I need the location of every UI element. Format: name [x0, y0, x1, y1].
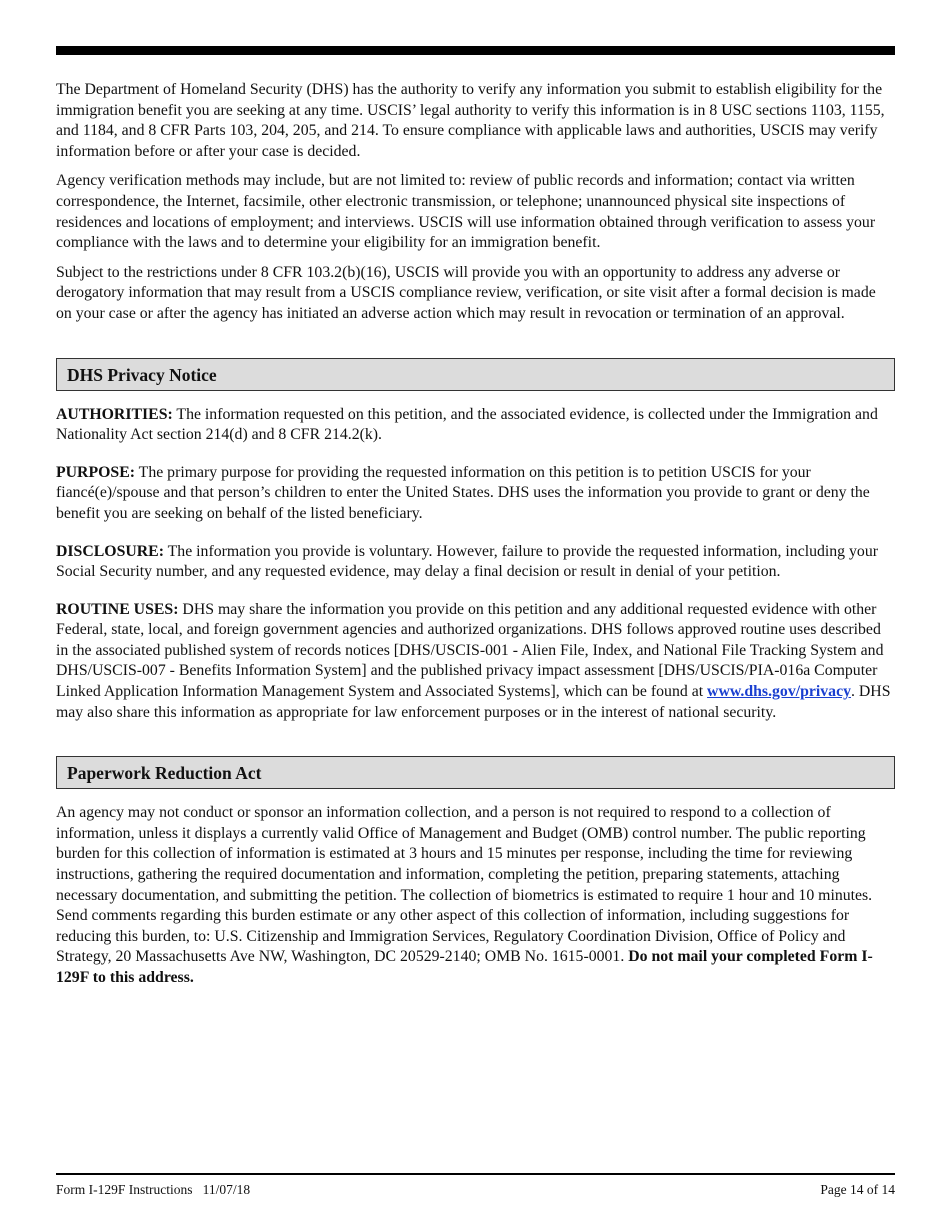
purpose-paragraph	[56, 463, 895, 525]
disclosure-label: DISCLOSURE:	[56, 542, 164, 560]
content	[56, 80, 895, 989]
footer-form-id: Form I-129F Instructions 11/07/18	[56, 1182, 251, 1197]
purpose-label: PURPOSE:	[56, 463, 135, 481]
paperwork-text: An agency may not conduct or sponsor an information collection, and a person is not required to respond to a collection of information, unless it displays a currently valid Office of Management and Budget (OMB) control number. The public reporting burden for this collection of information is estimated at 3 hours and 15 minutes per response, including the time for reviewing instructions, gathering the required documentation and information, completing the petition, preparing statements, attaching necessary documentation, and submitting the petition. The collection of biometrics is estimated to require 1 hour and 10 minutes. Send comments regarding this burden estimate or any other aspect of this collection of information, including suggestions for reducing this burden, to: U.S. Citizenship and Immigration Services, Regulatory Coordination Division, Office of Policy and Strategy, 20 Massachusetts Ave NW, Washington, DC 20529-2140; OMB No. 1615-0001.	[56, 804, 873, 966]
intro-paragraph-3: Subject to the restrictions under 8 CFR 103.2(b)(16), USCIS will provide you with an opportunity to address any adverse or derogatory information that may result from a USCIS compliance review, verification, or site visit after a formal decision is made on your case or after the agency has initiated an adverse action which may result in revocation or termination of an approval.	[56, 263, 876, 322]
purpose-text: The primary purpose for providing the requested information on this petition is to petition USCIS for your fiancé(e)/spouse and that person’s children to enter the United States. DHS uses the information you provide to grant or deny the benefit you are seeking on behalf of the listed beneficiary.	[56, 463, 870, 522]
paperwork-paragraph	[56, 803, 895, 988]
intro-paragraph-1: The Department of Homeland Security (DHS) has the authority to verify any information you submit to establish eligibility for the immigration benefit you are seeking at any time. USCIS’ legal authority to verify this information is in 8 USC sections 1103, 1155, and 1184, and 8 CFR Parts 103, 204, 205, and 214. To ensure compliance with applicable laws and authorities, USCIS may verify information before or after your case is decided.	[56, 81, 885, 160]
paperwork-warning: Do not mail your completed Form I-129F to this address.	[56, 948, 873, 986]
authorities-text: The information requested on this petition, and the associated evidence, is collected under the Immigration and Nationality Act section 214(d) and 8 CFR 214.2(k).	[56, 405, 878, 444]
authorities-label: AUTHORITIES:	[56, 405, 173, 423]
routine-uses-label: ROUTINE USES:	[56, 600, 179, 618]
routine-uses-text-before: DHS may share the information you provide on this petition and any additional requested evidence with other Federal, state, local, and foreign government agencies and authorized organizations. DHS follows approved routine uses described in the associated published system of records notices [DHS/USCIS-001 - Alien File, Index, and National File Tracking System and DHS/USCIS-007 - Benefits Information System] and the published privacy impact assessment [DHS/USCIS/PIA-016a Computer Linked Application Information Management System and Associated Systems], which can be found at	[56, 600, 884, 701]
footer-page-number: Page 14 of 14	[820, 1182, 895, 1197]
routine-uses-paragraph	[56, 600, 895, 724]
privacy-notice-heading: DHS Privacy Notice	[56, 358, 895, 391]
document-page	[56, 0, 895, 1230]
disclosure-paragraph	[56, 542, 895, 583]
authorities-paragraph	[56, 405, 895, 446]
disclosure-text: The information you provide is voluntary. However, failure to provide the requested information, including your Social Security number, and any requested evidence, may delay a final decision or result in denial of your petition.	[56, 542, 878, 581]
routine-uses-text-after: . DHS may also share this information as appropriate for law enforcement purposes or in the interest of national security.	[56, 683, 891, 721]
intro-paragraph-2: Agency verification methods may include, but are not limited to: review of public records and information; contact via written correspondence, the Internet, facsimile, other electronic transmission, or telephone; unannounced physical site inspections of residences and locations of employment; and interviews. USCIS will use information obtained through verification to assess your compliance with the laws and to determine your eligibility for an immigration benefit.	[56, 172, 876, 252]
top-rule	[56, 46, 895, 55]
paperwork-reduction-heading: Paperwork Reduction Act	[56, 756, 895, 789]
dhs-privacy-link[interactable]: www.dhs.gov/privacy	[707, 683, 851, 701]
footer-rule	[56, 1173, 895, 1175]
